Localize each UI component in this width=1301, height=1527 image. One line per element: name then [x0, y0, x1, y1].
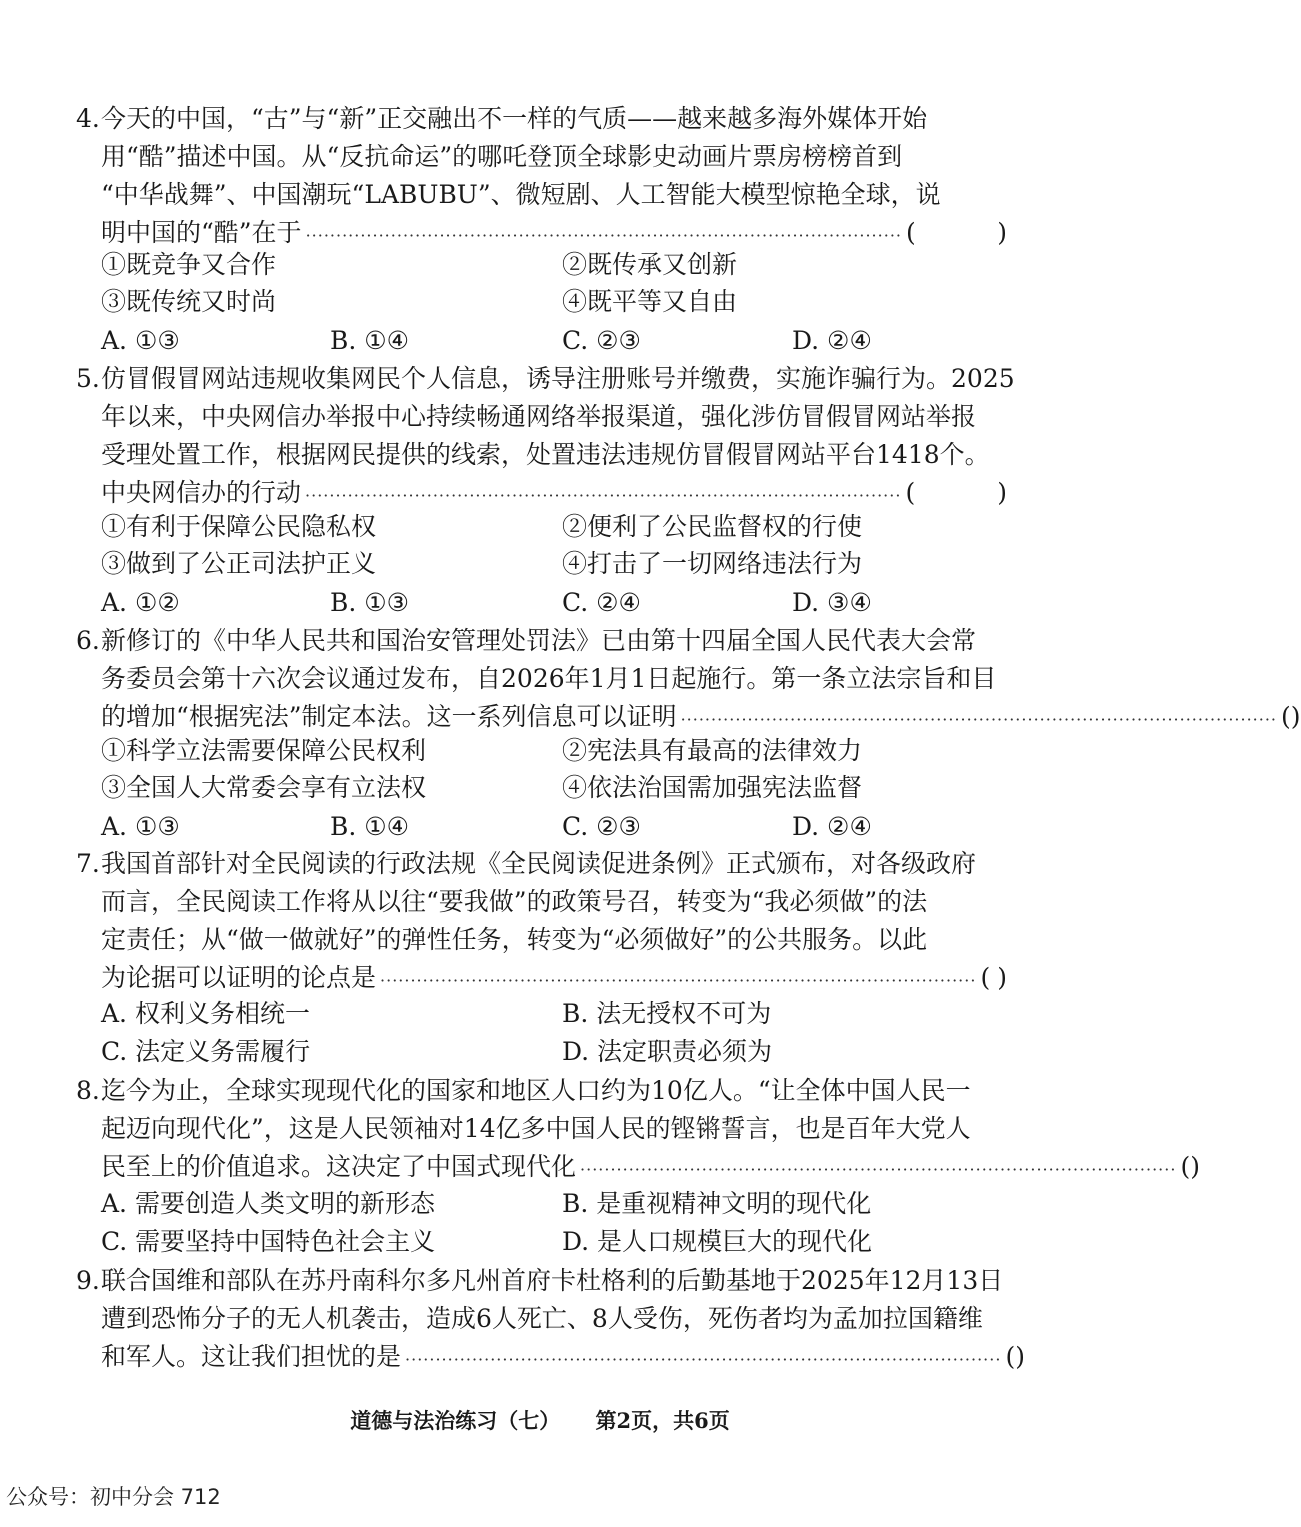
footer-title: 道德与法治练习（七）: [350, 1408, 561, 1433]
choice-d: D. ③④: [792, 588, 872, 617]
statement-2: ②既传承又创新: [562, 250, 738, 279]
stem-last-line: [101, 959, 1007, 997]
answer-bracket: ( ): [1005, 1342, 1025, 1371]
leader-dots: ··································································································: [580, 1160, 1177, 1179]
stem-line: 今天的中国，“古”与“新”正交融出不一样的气质——越来越多海外媒体开始: [101, 104, 928, 133]
option-d: D. 是人口规模巨大的现代化: [562, 1227, 873, 1256]
question-number: 7.: [76, 849, 100, 878]
option-d: D. 法定职责必须为: [562, 1037, 773, 1066]
stem-text: 民至上的价值追求。这决定了中国式现代化: [101, 1152, 577, 1181]
stem-line: 我国首部针对全民阅读的行政法规《全民阅读促进条例》正式颁布，对各级政府: [101, 849, 977, 878]
question-number: 9.: [76, 1266, 100, 1295]
stem-text: 明中国的“酷”在于: [101, 218, 302, 247]
stem-text: 为论据可以证明的论点是: [101, 963, 377, 992]
stem-line: 新修订的《中华人民共和国治安管理处罚法》已由第十四届全国人民代表大会常: [101, 626, 977, 655]
choice-d: D. ②④: [792, 326, 872, 355]
stem-line: 务委员会第十六次会议通过发布，自2026年1月1日起施行。第一条立法宗旨和目: [101, 664, 997, 693]
stem-last-line: [101, 1338, 1025, 1376]
choice-b: B. ①③: [330, 588, 410, 617]
statement-4: ④依法治国需加强宪法监督: [562, 773, 863, 802]
footer-page-number: 第2页，共6页: [595, 1408, 730, 1433]
statement-1: ①既竞争又合作: [101, 250, 277, 279]
leader-dots: ··································································································: [680, 710, 1277, 729]
stem-text: 和军人。这让我们担忧的是: [101, 1342, 402, 1371]
statement-4: ④既平等又自由: [562, 287, 738, 316]
watermark-text: 公众号：初中分会 712: [6, 1485, 221, 1509]
question-stem: [101, 360, 1015, 512]
stem-text: 中央网信办的行动: [101, 478, 302, 507]
option-b: B. 法无授权不可为: [562, 999, 772, 1028]
leader-dots: ··································································································: [380, 971, 977, 990]
stem-line: 受理处置工作，根据网民提供的线索，处置违法违规仿冒假冒网站平台1418个。: [101, 440, 990, 469]
option-a: A. 权利义务相统一: [101, 999, 310, 1028]
stem-line: 而言，全民阅读工作将从以往“要我做”的政策号召，转变为“我必须做”的法: [101, 887, 928, 916]
statement-2: ②宪法具有最高的法律效力: [562, 736, 863, 765]
question-stem: [101, 845, 1007, 997]
question-stem: [101, 1072, 1200, 1186]
statement-4: ④打击了一切网络违法行为: [562, 549, 863, 578]
stem-line: 起迈向现代化”，这是人民领袖对14亿多中国人民的铿锵誓言，也是百年大党人: [101, 1114, 971, 1143]
choice-b: B. ①④: [330, 326, 410, 355]
answer-bracket: ( ): [905, 478, 1007, 507]
stem-line: 用“酷”描述中国。从“反抗命运”的哪吒登顶全球影史动画片票房榜榜首到: [101, 142, 903, 171]
statement-3: ③既传统又时尚: [101, 287, 277, 316]
choice-a: A. ①③: [101, 812, 180, 841]
stem-line: “中华战舞”、中国潮玩“LABUBU”、微短剧、人工智能大模型惊艳全球，说: [101, 180, 941, 209]
question-stem: [101, 622, 1301, 736]
stem-line: 遭到恐怖分子的无人机袭击，造成6人死亡、8人受伤，死伤者均为孟加拉国籍维: [101, 1304, 983, 1333]
choice-d: D. ②④: [792, 812, 872, 841]
statement-1: ①科学立法需要保障公民权利: [101, 736, 427, 765]
page-footer: [0, 1405, 1080, 1435]
option-c: C. 需要坚持中国特色社会主义: [101, 1227, 436, 1256]
statement-3: ③全国人大常委会享有立法权: [101, 773, 427, 802]
option-c: C. 法定义务需履行: [101, 1037, 311, 1066]
statement-3: ③做到了公正司法护正义: [101, 549, 377, 578]
leader-dots: ··································································································: [305, 486, 902, 505]
choice-a: A. ①③: [101, 326, 180, 355]
question-number: 8.: [76, 1076, 100, 1105]
choice-c: C. ②③: [562, 326, 641, 355]
choice-a: A. ①②: [101, 588, 180, 617]
option-a: A. 需要创造人类文明的新形态: [101, 1189, 435, 1218]
answer-bracket: ( ): [1180, 1152, 1200, 1181]
statement-1: ①有利于保障公民隐私权: [101, 512, 377, 541]
stem-line: 联合国维和部队在苏丹南科尔多凡州首府卡杜格利的后勤基地于2025年12月13日: [101, 1266, 1004, 1295]
question-stem: [101, 100, 1007, 252]
question-stem: [101, 1262, 1025, 1376]
option-b: B. 是重视精神文明的现代化: [562, 1189, 872, 1218]
choice-b: B. ①④: [330, 812, 410, 841]
leader-dots: ··································································································: [405, 1350, 1002, 1369]
stem-last-line: [101, 698, 1301, 736]
stem-line: 年以来，中央网信办举报中心持续畅通网络举报渠道，强化涉仿冒假冒网站举报: [101, 402, 977, 431]
statement-2: ②便利了公民监督权的行使: [562, 512, 863, 541]
answer-bracket: ( ): [980, 963, 1007, 992]
stem-last-line: [101, 474, 1007, 512]
question-number: 5.: [76, 364, 100, 393]
answer-bracket: ( ): [905, 218, 1007, 247]
choice-c: C. ②④: [562, 588, 641, 617]
answer-bracket: ( ): [1281, 702, 1301, 731]
question-number: 6.: [76, 626, 100, 655]
stem-line: 定责任；从“做一做就好”的弹性任务，转变为“必须做好”的公共服务。以此: [101, 925, 928, 954]
question-number: 4.: [76, 104, 100, 133]
stem-last-line: [101, 1148, 1200, 1186]
leader-dots: ··································································································: [305, 226, 902, 245]
stem-text: 的增加“根据宪法”制定本法。这一系列信息可以证明: [101, 702, 677, 731]
choice-c: C. ②③: [562, 812, 641, 841]
stem-line: 迄今为止，全球实现现代化的国家和地区人口约为10亿人。“让全体中国人民一: [101, 1076, 971, 1105]
stem-line: 仿冒假冒网站违规收集网民个人信息，诱导注册账号并缴费，实施诈骗行为。2025: [101, 364, 1015, 393]
